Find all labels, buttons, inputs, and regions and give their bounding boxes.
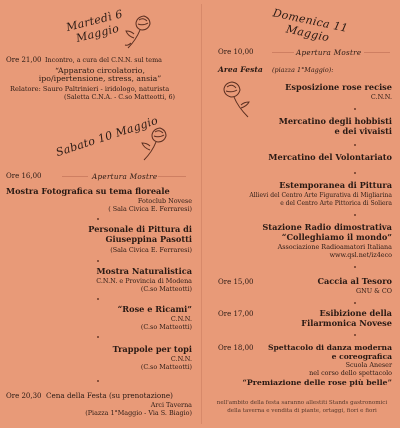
event-time: Ore 10,00	[218, 48, 254, 56]
separator-dot	[97, 218, 99, 220]
exhibit-title: “Rose e Ricami”	[117, 304, 192, 314]
event-place: (Piazza 1°Maggio - Via S. Biagio)	[85, 409, 192, 417]
activity-title: “Colleghiamo il mondo”	[281, 232, 392, 242]
separator-dot	[354, 144, 356, 146]
exhibit-org: Fotoclub Novese	[137, 197, 192, 205]
event-intro: Incontro, a cura del C.N.N. sul tema	[45, 56, 162, 64]
separator-dot	[97, 336, 99, 338]
activity-org: Allievi del Centro Arte Figurativa di Migliarina	[249, 192, 392, 199]
event-title-line: ipo/ipertensione, stress, ansia”	[38, 74, 162, 83]
column-divider	[201, 4, 202, 424]
event-time: Ore 16,00	[6, 172, 42, 180]
exhibit-place: (C.so Matteotti)	[140, 285, 192, 293]
separator-dot	[97, 298, 99, 300]
area-title: Area Festa	[218, 65, 263, 74]
day-heading-saturday: Sabato 10 Maggio	[54, 113, 160, 160]
exhibit-place: (Sala Civica E. Ferraresi)	[110, 246, 192, 254]
activity-org: e del Centro Arte Pittorica di Soliera	[280, 200, 392, 207]
exhibit-org: C.N.N. e Provincia di Modena	[96, 277, 192, 285]
event-note: nel corso dello spettacolo	[309, 369, 392, 377]
footer-note: nell'ambito della festa saranno allestiti Stands gastronomici	[216, 400, 388, 406]
event-title-line: “Apparato circolatorio,	[55, 66, 145, 75]
exhibit-title: Trappole per topi	[112, 344, 192, 354]
separator-dot	[354, 266, 356, 268]
decor-rule	[158, 176, 186, 177]
event-org: GNU & CO	[356, 287, 392, 295]
exhibit-place: (C.so Matteotti)	[140, 363, 192, 371]
event-org: Arci Taverna	[150, 401, 192, 409]
event-title: Filarmonica Novese	[301, 318, 392, 328]
event-place: (Saletta C.N.A. - C.so Matteotti, 6)	[64, 93, 176, 101]
activity-org: Associazione Radioamatori Italiana	[277, 243, 392, 251]
carnation-flower-icon	[122, 14, 160, 56]
opening-label: Apertura Mostre	[92, 172, 158, 181]
separator-dot	[354, 172, 356, 174]
activity-title: Stazione Radio dimostrativa	[262, 222, 392, 232]
activity-website: www.qsl.net/iz4eco	[329, 251, 392, 259]
activity-title: Estemporanea di Pittura	[279, 180, 392, 190]
separator-dot	[354, 334, 356, 336]
separator-dot	[97, 380, 99, 382]
event-time: Ore 15,00	[218, 278, 254, 286]
event-org: Scuola Aneser	[345, 361, 392, 369]
exhibit-org: C.N.N.	[170, 355, 192, 363]
carnation-flower-icon	[138, 126, 176, 168]
separator-dot	[354, 108, 356, 110]
exhibit-title: Mostra Naturalistica	[96, 266, 192, 276]
event-prize: “Premiazione delle rose più belle”	[242, 378, 392, 387]
activity-title: e dei vivaisti	[334, 126, 392, 136]
exhibit-org: C.N.N.	[170, 315, 192, 323]
event-title: Caccia al Tesoro	[317, 276, 392, 286]
event-time: Ore 21,00	[6, 56, 42, 64]
event-title: Esibizione della	[319, 308, 392, 318]
day-heading-tuesday: Martedì 6 Maggio	[64, 7, 125, 45]
event-title: Spettacolo di danza moderna	[268, 343, 392, 352]
decor-rule	[62, 176, 88, 177]
separator-dot	[354, 214, 356, 216]
event-title: Cena della Festa (su prenotazione)	[46, 391, 173, 400]
decor-rule	[364, 52, 390, 53]
event-time: Ore 17,00	[218, 310, 254, 318]
event-time: Ore 18,00	[218, 344, 254, 352]
activity-title: Mercatino degli hobbisti	[278, 116, 392, 126]
event-speaker: Relatore: Sauro Paltrinieri - iridologo, naturista	[10, 85, 170, 93]
exhibit-title: Personale di Pittura di	[88, 224, 192, 234]
event-title: e coreografica	[331, 352, 392, 361]
separator-dot	[97, 260, 99, 262]
exhibit-title: Mostra Fotografica su tema floreale	[6, 186, 170, 196]
decor-rule	[272, 52, 294, 53]
activity-org: C.N.N.	[370, 93, 392, 101]
exhibit-place: (C.so Matteotti)	[140, 323, 192, 331]
separator-dot	[354, 302, 356, 304]
footer-note: della taverna e vendita di piante, ortaggi, fiori e fiori	[227, 408, 377, 414]
opening-label: Apertura Mostre	[296, 48, 362, 57]
event-time: Ore 20,30	[6, 392, 42, 400]
exhibit-title: Giuseppina Pasotti	[105, 234, 192, 244]
activity-title: Esposizione rose recise	[285, 82, 392, 92]
day-heading-sunday: Domenica 11 Maggio	[271, 6, 350, 45]
area-place: (piazza 1°Maggio):	[272, 66, 334, 74]
activity-title: Mercatino del Volontariato	[268, 152, 392, 162]
right-column	[204, 0, 400, 428]
carnation-flower-icon	[216, 78, 254, 124]
exhibit-place: ( Sala Civica E. Ferraresi)	[108, 205, 192, 213]
